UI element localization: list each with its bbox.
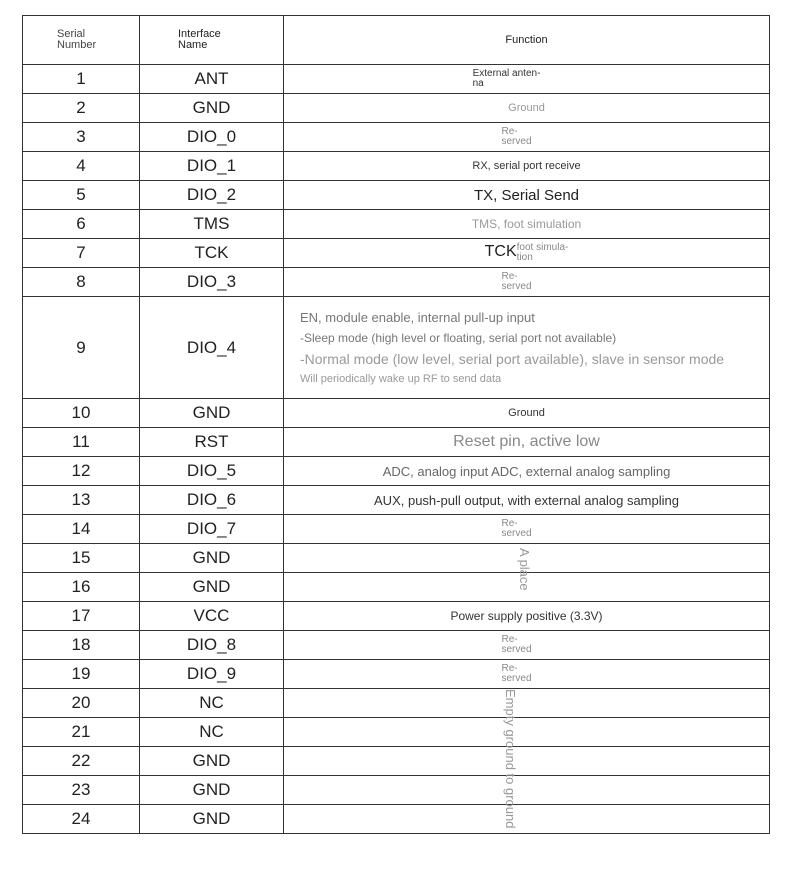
function-cell: Power supply positive (3.3V) bbox=[284, 602, 770, 631]
table-row bbox=[23, 602, 770, 631]
table-row bbox=[23, 123, 770, 152]
serial-number: 4 bbox=[23, 152, 140, 181]
table-row bbox=[23, 428, 770, 457]
function-cell bbox=[284, 689, 770, 829]
table-row bbox=[23, 486, 770, 515]
serial-number: 22 bbox=[23, 747, 140, 776]
serial-number: 19 bbox=[23, 660, 140, 689]
interface-name: GND bbox=[140, 747, 284, 776]
function-cell bbox=[284, 747, 770, 776]
interface-name: VCC bbox=[140, 602, 284, 631]
serial-number: 14 bbox=[23, 515, 140, 544]
header-interface: Interface Name bbox=[140, 16, 284, 65]
function-cell bbox=[284, 65, 770, 94]
vertical-note-empty: Empty ground to ground bbox=[503, 689, 518, 829]
serial-number: 16 bbox=[23, 573, 140, 602]
tck-sub-line2: tion bbox=[516, 252, 533, 263]
function-cell: TX, Serial Send bbox=[284, 181, 770, 210]
interface-name: TMS bbox=[140, 210, 284, 239]
interface-name: ANT bbox=[140, 65, 284, 94]
table-row bbox=[23, 152, 770, 181]
table-row bbox=[23, 181, 770, 210]
interface-name: DIO_9 bbox=[140, 660, 284, 689]
function-cell bbox=[284, 123, 770, 152]
serial-number: 2 bbox=[23, 94, 140, 123]
serial-number: 17 bbox=[23, 602, 140, 631]
function-cell bbox=[284, 573, 770, 602]
table-row bbox=[23, 631, 770, 660]
function-cell: RX, serial port receive bbox=[284, 152, 770, 181]
interface-name: DIO_7 bbox=[140, 515, 284, 544]
interface-name: GND bbox=[140, 544, 284, 573]
serial-number: 23 bbox=[23, 776, 140, 805]
fn-line: -Normal mode (low level, serial port available), slave in sensor mode bbox=[300, 351, 725, 367]
function-cell bbox=[284, 805, 770, 834]
table-row bbox=[23, 776, 770, 805]
serial-number: 5 bbox=[23, 181, 140, 210]
function-cell: Ground bbox=[284, 399, 770, 428]
ant-line1: External anten- bbox=[472, 68, 541, 79]
serial-number: 6 bbox=[23, 210, 140, 239]
interface-name: DIO_6 bbox=[140, 486, 284, 515]
serial-number: 13 bbox=[23, 486, 140, 515]
table-row bbox=[23, 297, 770, 399]
table-row bbox=[23, 94, 770, 123]
function-cell bbox=[284, 718, 770, 747]
table-row bbox=[23, 239, 770, 268]
interface-name: DIO_1 bbox=[140, 152, 284, 181]
reserved-line2: served bbox=[501, 673, 532, 684]
function-cell bbox=[284, 631, 770, 660]
table-row bbox=[23, 689, 770, 718]
reserved-line2: served bbox=[501, 136, 532, 147]
interface-name: NC bbox=[140, 718, 284, 747]
table-row bbox=[23, 268, 770, 297]
function-cell: TMS, foot simulation bbox=[284, 210, 770, 239]
serial-number: 15 bbox=[23, 544, 140, 573]
interface-name: DIO_3 bbox=[140, 268, 284, 297]
serial-number: 12 bbox=[23, 457, 140, 486]
serial-number: 18 bbox=[23, 631, 140, 660]
table-row bbox=[23, 515, 770, 544]
reserved-line1: Re- bbox=[501, 663, 518, 674]
serial-number: 3 bbox=[23, 123, 140, 152]
function-cell bbox=[284, 515, 770, 544]
interface-name: GND bbox=[140, 399, 284, 428]
serial-number: 20 bbox=[23, 689, 140, 718]
interface-name: RST bbox=[140, 428, 284, 457]
serial-number: 10 bbox=[23, 399, 140, 428]
tck-sub-line1: foot simula- bbox=[516, 242, 569, 253]
interface-name: GND bbox=[140, 94, 284, 123]
function-cell bbox=[284, 776, 770, 805]
function-cell: Ground bbox=[284, 94, 770, 123]
table-row bbox=[23, 399, 770, 428]
vertical-note-place: A place bbox=[517, 548, 532, 591]
function-cell bbox=[284, 239, 770, 268]
reserved-line1: Re- bbox=[501, 518, 518, 529]
table-row bbox=[23, 210, 770, 239]
table-row bbox=[23, 660, 770, 689]
interface-name: GND bbox=[140, 776, 284, 805]
fn-line: Will periodically wake up RF to send data bbox=[300, 373, 502, 385]
table-row bbox=[23, 747, 770, 776]
reserved-line1: Re- bbox=[501, 634, 518, 645]
reserved-line2: served bbox=[501, 644, 532, 655]
interface-name: NC bbox=[140, 689, 284, 718]
interface-name: DIO_2 bbox=[140, 181, 284, 210]
function-cell bbox=[284, 297, 770, 399]
reserved-line2: served bbox=[501, 528, 532, 539]
reserved-line1: Re- bbox=[501, 271, 518, 282]
pin-table bbox=[22, 15, 770, 834]
function-cell bbox=[284, 660, 770, 689]
table-row bbox=[23, 718, 770, 747]
header-row bbox=[23, 16, 770, 65]
function-cell bbox=[284, 544, 770, 591]
table-row bbox=[23, 805, 770, 834]
serial-number: 21 bbox=[23, 718, 140, 747]
function-cell: AUX, push-pull output, with external analog sampling bbox=[284, 486, 770, 515]
table-row bbox=[23, 457, 770, 486]
table-row bbox=[23, 573, 770, 602]
interface-name: GND bbox=[140, 805, 284, 834]
tck-main: TCK bbox=[484, 243, 517, 261]
header-function: Function bbox=[284, 16, 770, 65]
serial-number: 24 bbox=[23, 805, 140, 834]
interface-name: DIO_4 bbox=[140, 297, 284, 399]
function-cell: ADC, analog input ADC, external analog sampling bbox=[284, 457, 770, 486]
header-serial: Serial Number bbox=[23, 16, 140, 65]
interface-name: GND bbox=[140, 573, 284, 602]
reserved-line1: Re- bbox=[501, 126, 518, 137]
function-cell bbox=[284, 268, 770, 297]
interface-name: DIO_8 bbox=[140, 631, 284, 660]
serial-number: 8 bbox=[23, 268, 140, 297]
table-row bbox=[23, 65, 770, 94]
table-row bbox=[23, 544, 770, 573]
reserved-line2: served bbox=[501, 281, 532, 292]
fn-line: EN, module enable, internal pull-up input bbox=[300, 310, 535, 325]
function-cell: Reset pin, active low bbox=[284, 428, 770, 457]
fn-line: -Sleep mode (high level or floating, serial port not available) bbox=[300, 331, 617, 345]
interface-name: DIO_0 bbox=[140, 123, 284, 152]
serial-number: 7 bbox=[23, 239, 140, 268]
ant-line2: na bbox=[472, 78, 484, 89]
serial-number: 9 bbox=[23, 297, 140, 399]
serial-number: 11 bbox=[23, 428, 140, 457]
interface-name: TCK bbox=[140, 239, 284, 268]
interface-name: DIO_5 bbox=[140, 457, 284, 486]
serial-number: 1 bbox=[23, 65, 140, 94]
